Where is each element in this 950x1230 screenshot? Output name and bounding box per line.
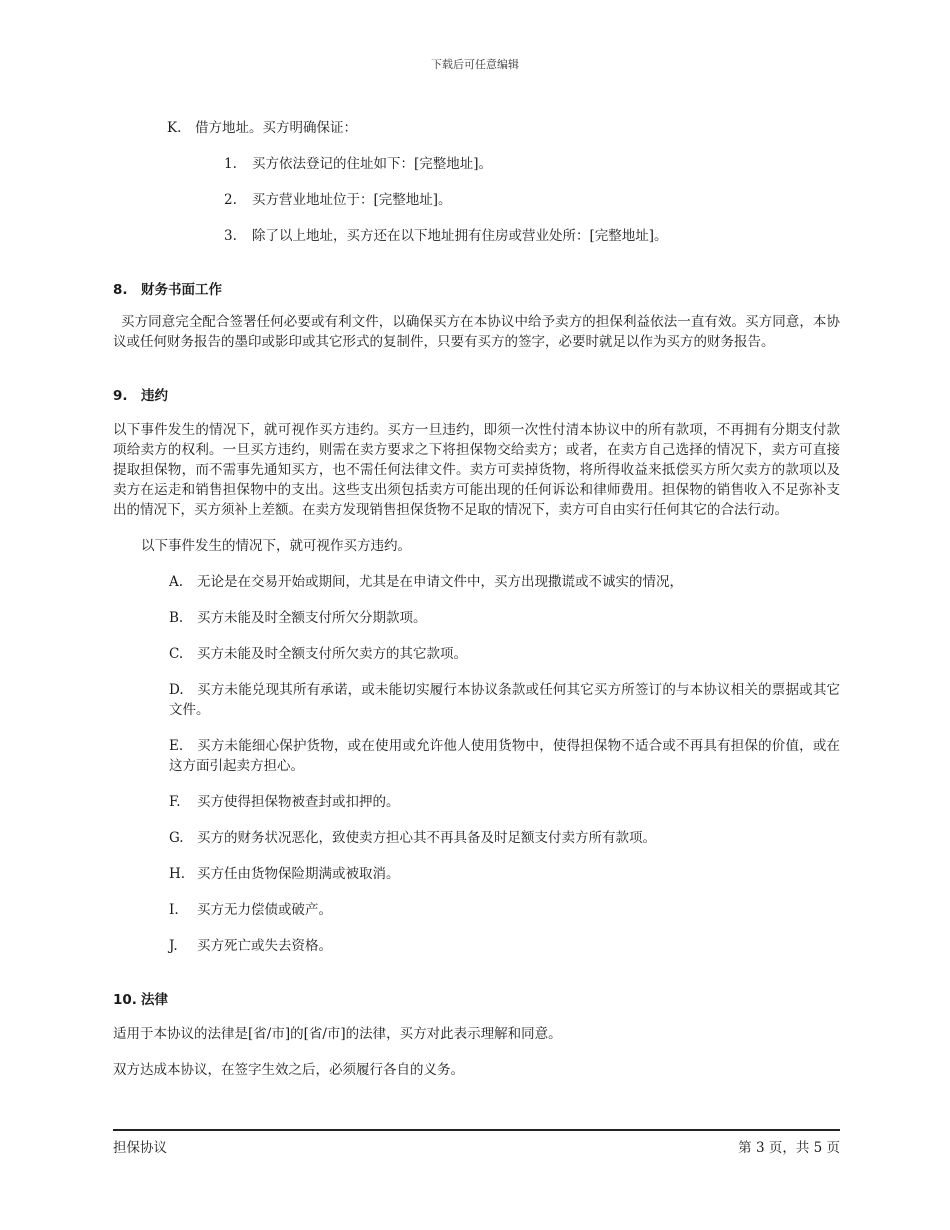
section-10-heading [113,990,840,1010]
header-note: 下载后可任意编辑 [431,58,519,71]
section-8-paragraph: 买方同意完全配合签署任何必要或有利文件，以确保买方在本协议中给予卖方的担保利益依法一直有效。买方同意，本协议或任何财务报告的墨印或影印或其它形式的复制件，只要有买方的签字，必要时就足以作为买方的财务报告。 [113,314,840,350]
clause-k-text: 借方地址。买方明确保证： [195,120,357,136]
default-item-letter: D. [169,682,184,698]
document-body [113,118,840,1080]
default-item-text: 无论是在交易开始或期间，尤其是在申请文件中，买方出现撒谎或不诚实的情况， [197,574,683,590]
section-number: 9. [113,388,128,404]
section-9-intro: 以下事件发生的情况下，就可视作买方违约。 [141,538,411,554]
address-item-text: 买方营业地址位于：[完整地址]。 [252,192,452,208]
section-title: 财务书面工作 [141,282,222,298]
default-item-letter: H. [169,866,186,882]
default-item-g [113,828,840,848]
section-9-heading [113,386,840,406]
default-item-i [113,900,840,920]
section-9-paragraph: 以下事件发生的情况下，就可视作买方违约。买方一旦违约，即须一次性付清本协议中的所有款项，不再拥有分期支付款项给卖方的权利。一旦买方违约，则需在卖方要求之下将担保物交给卖方；或者，在卖方自己选择的情况下，卖方可直接提取担保物，而不需事先通知买方，也不需任何法律文件。卖方可卖掉货物，将所得收益来抵偿买方所欠卖方的款项以及卖方在运走和销售担保物中的支出。这些支出须包括卖方可能出现的任何诉讼和律师费用。担保物的销售收入不足弥补支出的情况下，买方须补上差额。在卖方发现销售担保货物不足取的情况下，卖方可自由实行任何其它的合法行动。 [113,422,840,518]
address-item-num: 2. [224,192,237,208]
default-item-text: 买方使得担保物被查封或扣押的。 [197,794,400,810]
default-item-f [113,792,840,812]
section-10-paragraph-2: 双方达成本协议，在签字生效之后，必须履行各自的义务。 [113,1062,464,1078]
default-item-h [113,864,840,884]
section-number: 8. [113,282,128,298]
default-item-j [113,936,840,956]
section-8-heading [113,280,840,300]
default-item-text: 买方未能及时全额支付所欠卖方的其它款项。 [197,646,467,662]
default-item-d [113,680,840,720]
footer-divider [113,1129,840,1131]
default-item-b [113,608,840,628]
default-item-letter: B. [169,610,184,626]
address-item-text: 买方依法登记的住址如下：[完整地址]。 [252,156,493,172]
section-number: 10. [113,992,137,1008]
section-title: 违约 [141,388,168,404]
default-item-letter: J. [169,938,178,954]
default-item-letter: F. [169,794,181,810]
clause-k-label: K. [167,120,182,136]
address-item-text: 除了以上地址，买方还在以下地址拥有住房或营业处所：[完整地址]。 [252,228,668,244]
address-item-1 [224,154,840,174]
address-item-num: 1. [224,156,237,172]
default-item-text: 买方未能及时全额支付所欠分期款项。 [197,610,427,626]
default-item-text: 买方死亡或失去资格。 [197,938,332,954]
footer-page-number: 第 3 页，共 5 页 [738,1140,840,1156]
default-item-letter: E. [169,738,184,754]
default-item-text: 买方任由货物保险期满或被取消。 [197,866,400,882]
default-item-letter: G. [169,830,184,846]
section-10-paragraph-1: 适用于本协议的法律是[省/市]的[省/市]的法律，买方对此表示理解和同意。 [113,1026,562,1042]
default-item-text: 买方未能兑现其所有承诺，或未能切实履行本协议条款或任何其它买方所签订的与本协议相关的票据或其它文件。 [169,682,840,718]
default-item-letter: A. [169,574,184,590]
default-item-e [113,736,840,776]
address-item-3 [224,226,840,246]
default-item-text: 买方无力偿债或破产。 [197,902,332,918]
default-item-c [113,644,840,664]
footer-doc-title: 担保协议 [113,1140,167,1156]
default-item-a [113,572,840,592]
section-title: 法律 [141,992,168,1008]
address-item-2 [224,190,840,210]
default-item-text: 买方未能细心保护货物，或在使用或允许他人使用货物中，使得担保物不适合或不再具有担保的价值，或在这方面引起卖方担心。 [169,738,840,774]
default-item-letter: C. [169,646,184,662]
address-item-num: 3. [224,228,237,244]
clause-k [167,118,840,138]
default-item-letter: I. [169,902,179,918]
default-item-text: 买方的财务状况恶化，致使卖方担心其不再具备及时足额支付卖方所有款项。 [197,830,656,846]
